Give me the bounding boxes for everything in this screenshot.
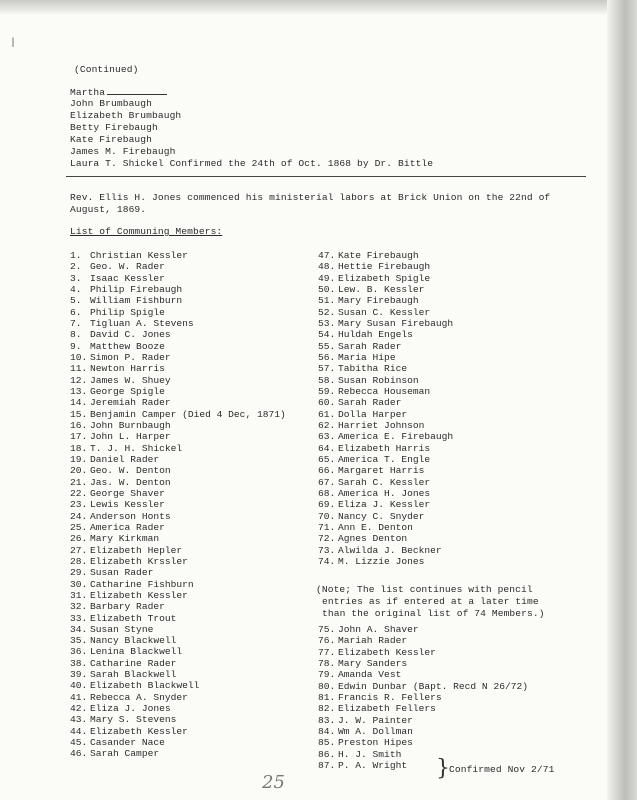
member-name: Lew. B. Kessler: [338, 283, 425, 295]
member-name: H. J. Smith: [338, 748, 402, 760]
member-number: 43.: [70, 714, 88, 726]
member-name: Elizabeth Krssler: [90, 555, 188, 567]
member-number: 25.: [70, 521, 88, 533]
member-number: 67.: [318, 476, 336, 488]
member-name: Tabitha Rice: [338, 363, 408, 375]
member-number: 55.: [318, 340, 336, 352]
member-row: [70, 545, 286, 556]
member-number: 63.: [318, 431, 336, 443]
member-number: 87.: [318, 759, 336, 771]
member-number: 59.: [318, 385, 336, 397]
list-title: List of Communing Members:: [70, 226, 223, 237]
member-name: Susan Styne: [90, 623, 154, 635]
member-number: 23.: [70, 499, 88, 511]
member-number: 70.: [318, 510, 336, 522]
member-row: [70, 692, 286, 703]
member-row: [70, 386, 286, 397]
member-number: 80.: [318, 680, 336, 692]
member-name: Philip Spigle: [90, 306, 165, 318]
member-number: 64.: [318, 442, 336, 454]
member-name: Mary Kirkman: [90, 533, 160, 545]
member-name: Casander Nace: [90, 737, 165, 749]
member-name: Nancy Blackwell: [90, 635, 177, 647]
member-row: [70, 646, 286, 657]
member-row: [318, 295, 453, 306]
paragraph-line: Rev. Ellis H. Jones commenced his ministerial labors at Brick Union on the 22nd of: [70, 192, 551, 203]
member-name: Isaac Kessler: [90, 272, 165, 284]
member-name: Matthew Booze: [90, 340, 165, 352]
member-number: 85.: [318, 737, 336, 749]
member-name: America E. Firebaugh: [338, 431, 454, 443]
page-number: 25: [262, 772, 285, 793]
member-number: 60.: [318, 397, 336, 409]
member-name: Catharine Fishburn: [90, 578, 194, 590]
member-number: 74.: [318, 555, 336, 567]
scan-right-edge: [607, 0, 637, 800]
member-row: [318, 669, 528, 680]
member-row: [70, 250, 286, 261]
header-name: John Brumbaugh: [70, 98, 153, 109]
member-number: 81.: [318, 691, 336, 703]
member-name: Francis R. Fellers: [338, 691, 442, 703]
member-number: 39.: [70, 669, 88, 681]
member-number: 79.: [318, 669, 336, 681]
member-row: [70, 579, 286, 590]
member-number: 32.: [70, 601, 88, 613]
member-name: John Burnbaugh: [90, 419, 171, 431]
member-name: Alwilda J. Beckner: [338, 544, 442, 556]
member-name: George Spigle: [90, 385, 165, 397]
member-name: Anderson Honts: [90, 510, 171, 522]
member-name: Mary Firebaugh: [338, 295, 419, 307]
member-row: [70, 375, 286, 386]
header-name-martha: Martha: [70, 86, 167, 99]
member-name: Elizabeth Kessler: [338, 646, 436, 658]
member-row: [70, 499, 286, 510]
member-row: [318, 477, 453, 488]
header-name: Betty Firebaugh: [70, 122, 158, 133]
member-row: [318, 533, 453, 544]
member-row: [70, 352, 286, 363]
member-number: 13.: [70, 385, 88, 397]
member-number: 68.: [318, 487, 336, 499]
scan-mark: |: [10, 38, 17, 49]
member-number: 36.: [70, 646, 88, 658]
member-number: 30.: [70, 578, 88, 590]
confirmation-line: Laura T. Shickel Confirmed the 24th of Oct. 1868 by Dr. Bittle: [70, 158, 434, 169]
member-row: [70, 454, 286, 465]
member-row: [70, 556, 286, 567]
member-number: 62.: [318, 419, 336, 431]
member-number: 77.: [318, 646, 336, 658]
member-number: 54.: [318, 329, 336, 341]
member-row: [70, 465, 286, 476]
member-number: 56.: [318, 351, 336, 363]
members-right-column-continued: [318, 624, 528, 771]
members-left-column: [70, 250, 286, 760]
member-row: [318, 352, 453, 363]
member-row: [70, 511, 286, 522]
member-row: [70, 443, 286, 454]
member-name: Huldah Engels: [338, 329, 413, 341]
members-right-column: [318, 250, 453, 567]
member-number: 6.: [70, 306, 82, 318]
member-name: P. A. Wright: [338, 759, 408, 771]
continued-label: (Continued): [74, 64, 139, 75]
member-number: 27.: [70, 544, 88, 556]
member-row: [70, 307, 286, 318]
note-line: (Note; The list continues with pencil: [316, 584, 533, 595]
member-row: [318, 261, 453, 272]
member-row: [70, 714, 286, 725]
member-number: 57.: [318, 363, 336, 375]
member-number: 14.: [70, 397, 88, 409]
member-row: [318, 556, 453, 567]
member-name: Mary S. Stevens: [90, 714, 177, 726]
header-name: Kate Firebaugh: [70, 134, 153, 145]
blank-line: [107, 86, 167, 95]
member-name: Harriet Johnson: [338, 419, 425, 431]
member-name: Newton Harris: [90, 363, 165, 375]
member-name: Sarah C. Kessler: [338, 476, 431, 488]
member-row: [318, 386, 453, 397]
member-number: 29.: [70, 567, 88, 579]
member-name: Sarah Camper: [90, 748, 160, 760]
member-number: 11.: [70, 363, 88, 375]
member-name: Kate Firebaugh: [338, 250, 419, 261]
member-row: [70, 635, 286, 646]
member-row: [318, 397, 453, 408]
member-row: [70, 420, 286, 431]
member-name: America Rader: [90, 521, 165, 533]
member-number: 18.: [70, 442, 88, 454]
member-number: 34.: [70, 623, 88, 635]
note-line: than the original list of 74 Members.): [322, 608, 545, 619]
member-name: James W. Shuey: [90, 374, 171, 386]
member-number: 12.: [70, 374, 88, 386]
member-number: 49.: [318, 272, 336, 284]
member-row: [70, 397, 286, 408]
member-name: Nancy C. Snyder: [338, 510, 425, 522]
member-number: 48.: [318, 261, 336, 273]
member-row: [318, 511, 453, 522]
member-number: 84.: [318, 725, 336, 737]
member-name: Jeremiah Rader: [90, 397, 171, 409]
member-name: David C. Jones: [90, 329, 171, 341]
member-row: [318, 499, 453, 510]
member-number: 72.: [318, 533, 336, 545]
member-row: [70, 737, 286, 748]
member-name: Sarah Blackwell: [90, 669, 177, 681]
member-row: [70, 363, 286, 374]
member-name: Preston Hipes: [338, 737, 413, 749]
member-name: J. W. Painter: [338, 714, 413, 726]
member-name: Amanda Vest: [338, 669, 402, 681]
header-name: Elizabeth Brumbaugh: [70, 110, 182, 121]
member-name: Lewis Kessler: [90, 499, 165, 511]
member-number: 31.: [70, 589, 88, 601]
member-row: [70, 284, 286, 295]
member-row: [70, 261, 286, 272]
member-number: 86.: [318, 748, 336, 760]
member-name: Elizabeth Spigle: [338, 272, 431, 284]
member-name: Lenina Blackwell: [90, 646, 183, 658]
member-number: 33.: [70, 612, 88, 624]
member-number: 3.: [70, 272, 82, 284]
member-number: 65.: [318, 453, 336, 465]
member-name: Mary Sanders: [338, 657, 408, 669]
member-row: [318, 363, 453, 374]
member-number: 52.: [318, 306, 336, 318]
paragraph-line: August, 1869.: [70, 204, 147, 215]
member-name: Susan C. Kessler: [338, 306, 431, 318]
member-row: [318, 545, 453, 556]
member-number: 51.: [318, 295, 336, 307]
member-row: [70, 341, 286, 352]
member-number: 82.: [318, 703, 336, 715]
member-name: Elizabeth Fellers: [338, 703, 436, 715]
member-row: [318, 624, 528, 635]
member-name: Dolla Harper: [338, 408, 408, 420]
member-row: [70, 601, 286, 612]
member-number: 9.: [70, 340, 82, 352]
member-number: 19.: [70, 453, 88, 465]
member-number: 46.: [70, 748, 88, 760]
member-row: [318, 703, 528, 714]
member-number: 21.: [70, 476, 88, 488]
member-name: Simon P. Rader: [90, 351, 171, 363]
member-number: 75.: [318, 624, 336, 635]
member-row: [70, 409, 286, 420]
member-name: Ann E. Denton: [338, 521, 413, 533]
member-row: [318, 488, 453, 499]
member-number: 45.: [70, 737, 88, 749]
note-line: entries as if entered at a later time: [322, 596, 539, 607]
member-name: Tigluan A. Stevens: [90, 317, 194, 329]
member-row: [318, 681, 528, 692]
member-row: [70, 567, 286, 578]
member-row: [318, 726, 528, 737]
member-number: 42.: [70, 703, 88, 715]
member-name: M. Lizzie Jones: [338, 555, 425, 567]
member-name: John A. Shaver: [338, 624, 419, 635]
member-name: Maria Hipe: [338, 351, 396, 363]
member-row: [318, 329, 453, 340]
member-row: [318, 692, 528, 703]
member-name: Catharine Rader: [90, 657, 177, 669]
member-row: [318, 273, 453, 284]
member-name: John L. Harper: [90, 431, 171, 443]
member-number: 69.: [318, 499, 336, 511]
member-name: Rebecca A. Snyder: [90, 691, 188, 703]
brace-mark: }: [436, 756, 450, 781]
member-row: [318, 737, 528, 748]
member-row: [318, 284, 453, 295]
member-name: Elizabeth Kessler: [90, 589, 188, 601]
member-name: Eliza J. Kessler: [338, 499, 431, 511]
member-row: [70, 295, 286, 306]
member-number: 44.: [70, 725, 88, 737]
member-name: Philip Firebaugh: [90, 283, 183, 295]
member-row: [318, 749, 528, 760]
member-name: Jas. W. Denton: [90, 476, 171, 488]
member-name: Eliza J. Jones: [90, 703, 171, 715]
member-number: 17.: [70, 431, 88, 443]
member-number: 71.: [318, 521, 336, 533]
member-row: [318, 250, 453, 261]
member-name: William Fishburn: [90, 295, 183, 307]
member-row: [70, 680, 286, 691]
member-number: 10.: [70, 351, 88, 363]
member-number: 66.: [318, 465, 336, 477]
scan-top-edge: [0, 0, 637, 14]
member-row: [70, 318, 286, 329]
member-number: 41.: [70, 691, 88, 703]
member-number: 16.: [70, 419, 88, 431]
member-row: [70, 431, 286, 442]
member-row: [318, 318, 453, 329]
member-row: [318, 465, 453, 476]
member-row: [70, 624, 286, 635]
member-row: [70, 669, 286, 680]
member-row: [318, 420, 453, 431]
member-number: 20.: [70, 465, 88, 477]
member-row: [70, 703, 286, 714]
member-number: 8.: [70, 329, 82, 341]
member-name: Elizabeth Blackwell: [90, 680, 200, 692]
member-name: Barbary Rader: [90, 601, 165, 613]
member-name: George Shaver: [90, 487, 165, 499]
member-name: Daniel Rader: [90, 453, 160, 465]
member-row: [318, 443, 453, 454]
member-row: [70, 590, 286, 601]
member-name: Margaret Harris: [338, 465, 425, 477]
member-name: Mariah Rader: [338, 635, 408, 647]
member-name: Elizabeth Kessler: [90, 725, 188, 737]
member-row: [70, 658, 286, 669]
member-number: 28.: [70, 555, 88, 567]
member-number: 76.: [318, 635, 336, 647]
member-row: [70, 533, 286, 544]
member-row: [70, 613, 286, 624]
member-name: America H. Jones: [338, 487, 431, 499]
member-number: 61.: [318, 408, 336, 420]
member-row: [70, 477, 286, 488]
member-number: 1.: [70, 250, 82, 261]
member-name: Edwin Dunbar (Bapt. Recd N 26/72): [338, 680, 528, 692]
member-number: 38.: [70, 657, 88, 669]
member-row: [318, 375, 453, 386]
member-row: [318, 431, 453, 442]
member-number: 47.: [318, 250, 336, 261]
member-row: [318, 409, 453, 420]
member-name: Elizabeth Trout: [90, 612, 177, 624]
member-name: Sarah Rader: [338, 397, 402, 409]
member-name: Wm A. Dollman: [338, 725, 413, 737]
member-number: 7.: [70, 317, 82, 329]
member-number: 15.: [70, 408, 88, 420]
member-name: Christian Kessler: [90, 250, 188, 261]
member-number: 2.: [70, 261, 82, 273]
header-name: James M. Firebaugh: [70, 146, 176, 157]
member-name: Susan Rader: [90, 567, 154, 579]
member-row: [318, 341, 453, 352]
confirmed-note: Confirmed Nov 2/71: [449, 764, 555, 775]
member-name: Rebecca Houseman: [338, 385, 431, 397]
member-number: 35.: [70, 635, 88, 647]
member-name: Elizabeth Harris: [338, 442, 431, 454]
member-row: [70, 273, 286, 284]
member-number: 50.: [318, 283, 336, 295]
member-name: Geo. W. Rader: [90, 261, 165, 273]
member-row: [318, 647, 528, 658]
member-name: Elizabeth Hepler: [90, 544, 183, 556]
member-row: [318, 522, 453, 533]
member-row: [318, 454, 453, 465]
member-row: [318, 658, 528, 669]
member-row: [318, 307, 453, 318]
member-number: 78.: [318, 657, 336, 669]
member-row: [70, 522, 286, 533]
member-number: 40.: [70, 680, 88, 692]
member-row: [70, 748, 286, 759]
member-number: 4.: [70, 283, 82, 295]
member-name: Susan Robinson: [338, 374, 419, 386]
member-name: Agnes Denton: [338, 533, 408, 545]
member-number: 26.: [70, 533, 88, 545]
member-row: [70, 488, 286, 499]
member-name: Sarah Rader: [338, 340, 402, 352]
member-row: [318, 635, 528, 646]
divider: [66, 176, 586, 177]
member-number: 83.: [318, 714, 336, 726]
member-name: Benjamin Camper (Died 4 Dec, 1871): [90, 408, 286, 420]
member-name: Hettie Firebaugh: [338, 261, 431, 273]
member-name: America T. Engle: [338, 453, 431, 465]
member-row: [318, 715, 528, 726]
member-number: 58.: [318, 374, 336, 386]
member-number: 5.: [70, 295, 82, 307]
member-number: 53.: [318, 317, 336, 329]
member-number: 24.: [70, 510, 88, 522]
member-row: [70, 726, 286, 737]
member-name: T. J. H. Shickel: [90, 442, 183, 454]
member-number: 22.: [70, 487, 88, 499]
member-name: Geo. W. Denton: [90, 465, 171, 477]
member-name: Mary Susan Firebaugh: [338, 317, 454, 329]
member-number: 73.: [318, 544, 336, 556]
member-row: [70, 329, 286, 340]
